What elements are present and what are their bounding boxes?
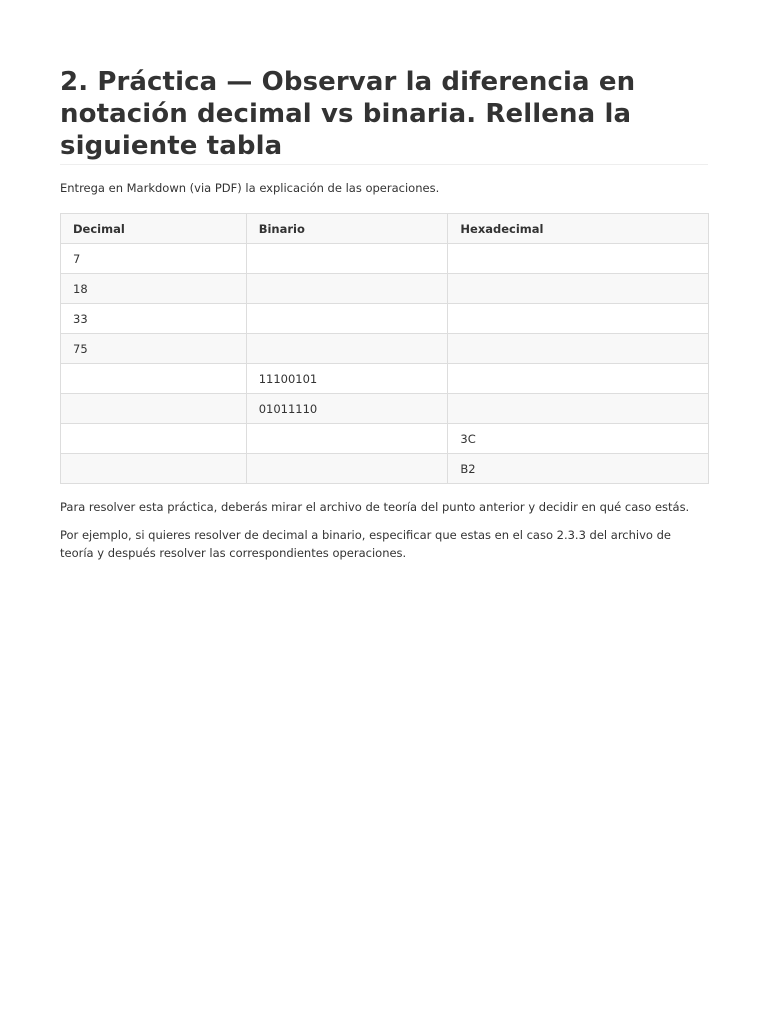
table-row [61, 334, 709, 364]
cell-decimal [61, 454, 247, 484]
cell-hexadecimal [448, 364, 709, 394]
table-row [61, 454, 709, 484]
cell-binary [246, 334, 448, 364]
intro-text: Entrega en Markdown (via PDF) la explicación de las operaciones. [60, 181, 440, 195]
table-row [61, 394, 709, 424]
instruction-paragraph: Para resolver esta práctica, deberás mirar el archivo de teoría del punto anterior y decidir en qué caso estás. [60, 500, 690, 514]
cell-decimal [61, 364, 247, 394]
header-decimal: Decimal [61, 214, 247, 244]
table-row [61, 274, 709, 304]
cell-binary: 01011110 [246, 394, 448, 424]
table-row [61, 424, 709, 454]
cell-binary [246, 274, 448, 304]
cell-hexadecimal [448, 304, 709, 334]
cell-decimal: 7 [61, 244, 247, 274]
table-row [61, 364, 709, 394]
table-row [61, 244, 709, 274]
cell-decimal: 75 [61, 334, 247, 364]
cell-binary: 11100101 [246, 364, 448, 394]
header-binary: Binario [246, 214, 448, 244]
example-paragraph: Por ejemplo, si quieres resolver de decimal a binario, especificar que estas en el caso 2.3.3 del archivo de teoría y después resolver las correspondientes operaciones. [60, 528, 671, 560]
cell-binary [246, 304, 448, 334]
header-hexadecimal: Hexadecimal [448, 214, 709, 244]
table-header-row [61, 214, 709, 244]
cell-binary [246, 424, 448, 454]
cell-hexadecimal: 3C [448, 424, 709, 454]
page-title: 2. Práctica — Observar la diferencia en notación decimal vs binaria. Rellena la siguiente tabla [60, 66, 708, 165]
cell-decimal: 33 [61, 304, 247, 334]
conversion-table [60, 213, 709, 484]
cell-decimal: 18 [61, 274, 247, 304]
cell-hexadecimal [448, 274, 709, 304]
table-row [61, 304, 709, 334]
cell-binary [246, 454, 448, 484]
cell-hexadecimal: B2 [448, 454, 709, 484]
cell-decimal [61, 394, 247, 424]
cell-hexadecimal [448, 394, 709, 424]
cell-hexadecimal [448, 334, 709, 364]
cell-hexadecimal [448, 244, 709, 274]
cell-binary [246, 244, 448, 274]
cell-decimal [61, 424, 247, 454]
